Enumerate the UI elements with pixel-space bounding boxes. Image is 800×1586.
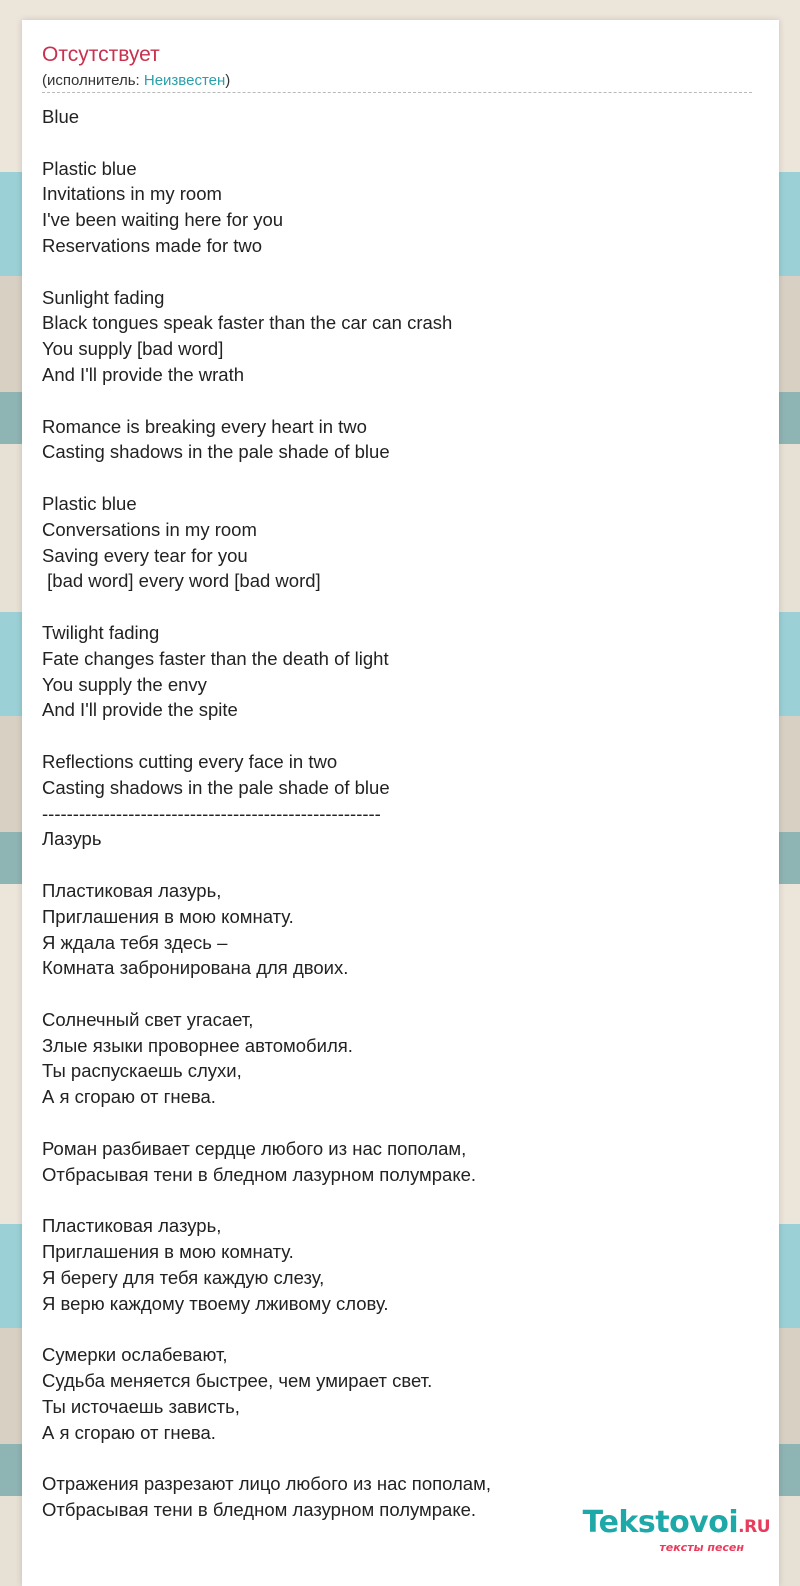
lyric-line: Casting shadows in the pale shade of blue	[42, 776, 390, 798]
lyric-line: Ты источаешь зависть,	[42, 1395, 240, 1417]
lyric-blank-line	[42, 594, 757, 620]
artist-prefix: (исполнитель:	[42, 72, 144, 89]
lyric-line: -------------------------------------------------------	[42, 802, 381, 824]
lyric-line: А я сгораю от гнева.	[42, 1086, 216, 1108]
lyric-blank-line	[42, 130, 757, 156]
header-divider	[42, 92, 752, 93]
lyric-line: Saving every tear for you	[42, 544, 248, 566]
lyric-line: Reflections cutting every face in two	[42, 750, 338, 772]
lyric-line: And I'll provide the spite	[42, 699, 238, 721]
lyric-line: Romance is breaking every heart in two	[42, 415, 367, 437]
lyric-line: Солнечный свет угасает,	[42, 1008, 254, 1030]
logo-tld: .RU	[738, 1517, 770, 1537]
song-title: Отсутствует	[42, 43, 160, 66]
lyric-blank-line	[42, 465, 757, 491]
lyric-line: Злые языки проворнее автомобиля.	[42, 1034, 353, 1056]
lyric-line: Пластиковая лазурь,	[42, 1215, 222, 1237]
lyric-line: Ты распускаешь слухи,	[42, 1060, 242, 1082]
lyric-line: Отбрасывая тени в бледном лазурном полумраке.	[42, 1163, 477, 1185]
lyric-line: Invitations in my room	[42, 183, 222, 205]
lyric-blank-line	[42, 1316, 757, 1342]
lyric-blank-line	[42, 981, 757, 1007]
lyric-line: Black tongues speak faster than the car can crash	[42, 312, 453, 334]
lyric-line: Роман разбивает сердце любого из нас пополам,	[42, 1137, 467, 1159]
site-logo[interactable]	[570, 1505, 800, 1555]
lyric-blank-line	[42, 388, 757, 414]
lyric-line: Blue	[42, 106, 80, 127]
logo-wordmark	[583, 1505, 770, 1540]
lyric-line: Twilight fading	[42, 621, 160, 643]
lyric-line: Я ждала тебя здесь –	[42, 931, 228, 953]
lyrics-card	[22, 20, 779, 1586]
lyric-line: Приглашения в мою комнату.	[42, 905, 294, 927]
lyric-line: Пластиковая лазурь,	[42, 879, 222, 901]
lyric-blank-line	[42, 852, 757, 878]
lyric-blank-line	[42, 723, 757, 749]
lyric-line: Я берегу для тебя каждую слезу,	[42, 1266, 325, 1288]
lyric-line: А я сгораю от гнева.	[42, 1421, 216, 1443]
lyric-line: Sunlight fading	[42, 286, 165, 308]
lyric-line: Conversations in my room	[42, 518, 257, 540]
lyric-line: Plastic blue	[42, 492, 137, 514]
lyric-line: Я верю каждому твоему лживому слову.	[42, 1292, 389, 1314]
lyrics-text	[42, 104, 757, 1523]
lyric-line: Casting shadows in the pale shade of blue	[42, 441, 390, 463]
artist-line	[42, 71, 230, 91]
artist-suffix: )	[225, 72, 231, 89]
lyric-line: And I'll provide the wrath	[42, 363, 245, 385]
lyric-line: Отражения разрезают лицо любого из нас пополам,	[42, 1473, 491, 1495]
lyric-blank-line	[42, 1110, 757, 1136]
lyric-line: Отбрасывая тени в бледном лазурном полумраке.	[42, 1499, 477, 1521]
logo-tagline: тексты песен	[659, 1541, 744, 1554]
lyric-blank-line	[42, 1445, 757, 1471]
logo-name: Tekstovoi	[582, 1505, 739, 1540]
lyric-line: Комната забронирована для двоих.	[42, 957, 349, 979]
lyric-line: Судьба меняется быстрее, чем умирает свет.	[42, 1370, 433, 1392]
lyric-line: Лазурь	[42, 828, 102, 850]
lyric-line: Reservations made for two	[42, 234, 263, 256]
lyric-blank-line	[42, 259, 757, 285]
lyric-line: Fate changes faster than the death of light	[42, 647, 389, 669]
lyric-line: You supply the envy	[42, 673, 207, 695]
artist-link[interactable]: Неизвестен	[143, 72, 226, 89]
lyric-line: I've been waiting here for you	[42, 209, 284, 231]
lyric-line: Приглашения в мою комнату.	[42, 1241, 294, 1263]
lyric-blank-line	[42, 1187, 757, 1213]
lyric-line: Plastic blue	[42, 157, 137, 179]
lyric-line: Сумерки ослабевают,	[42, 1344, 228, 1366]
lyric-line: You supply [bad word]	[42, 338, 224, 360]
lyric-line: [bad word] every word [bad word]	[42, 570, 321, 592]
